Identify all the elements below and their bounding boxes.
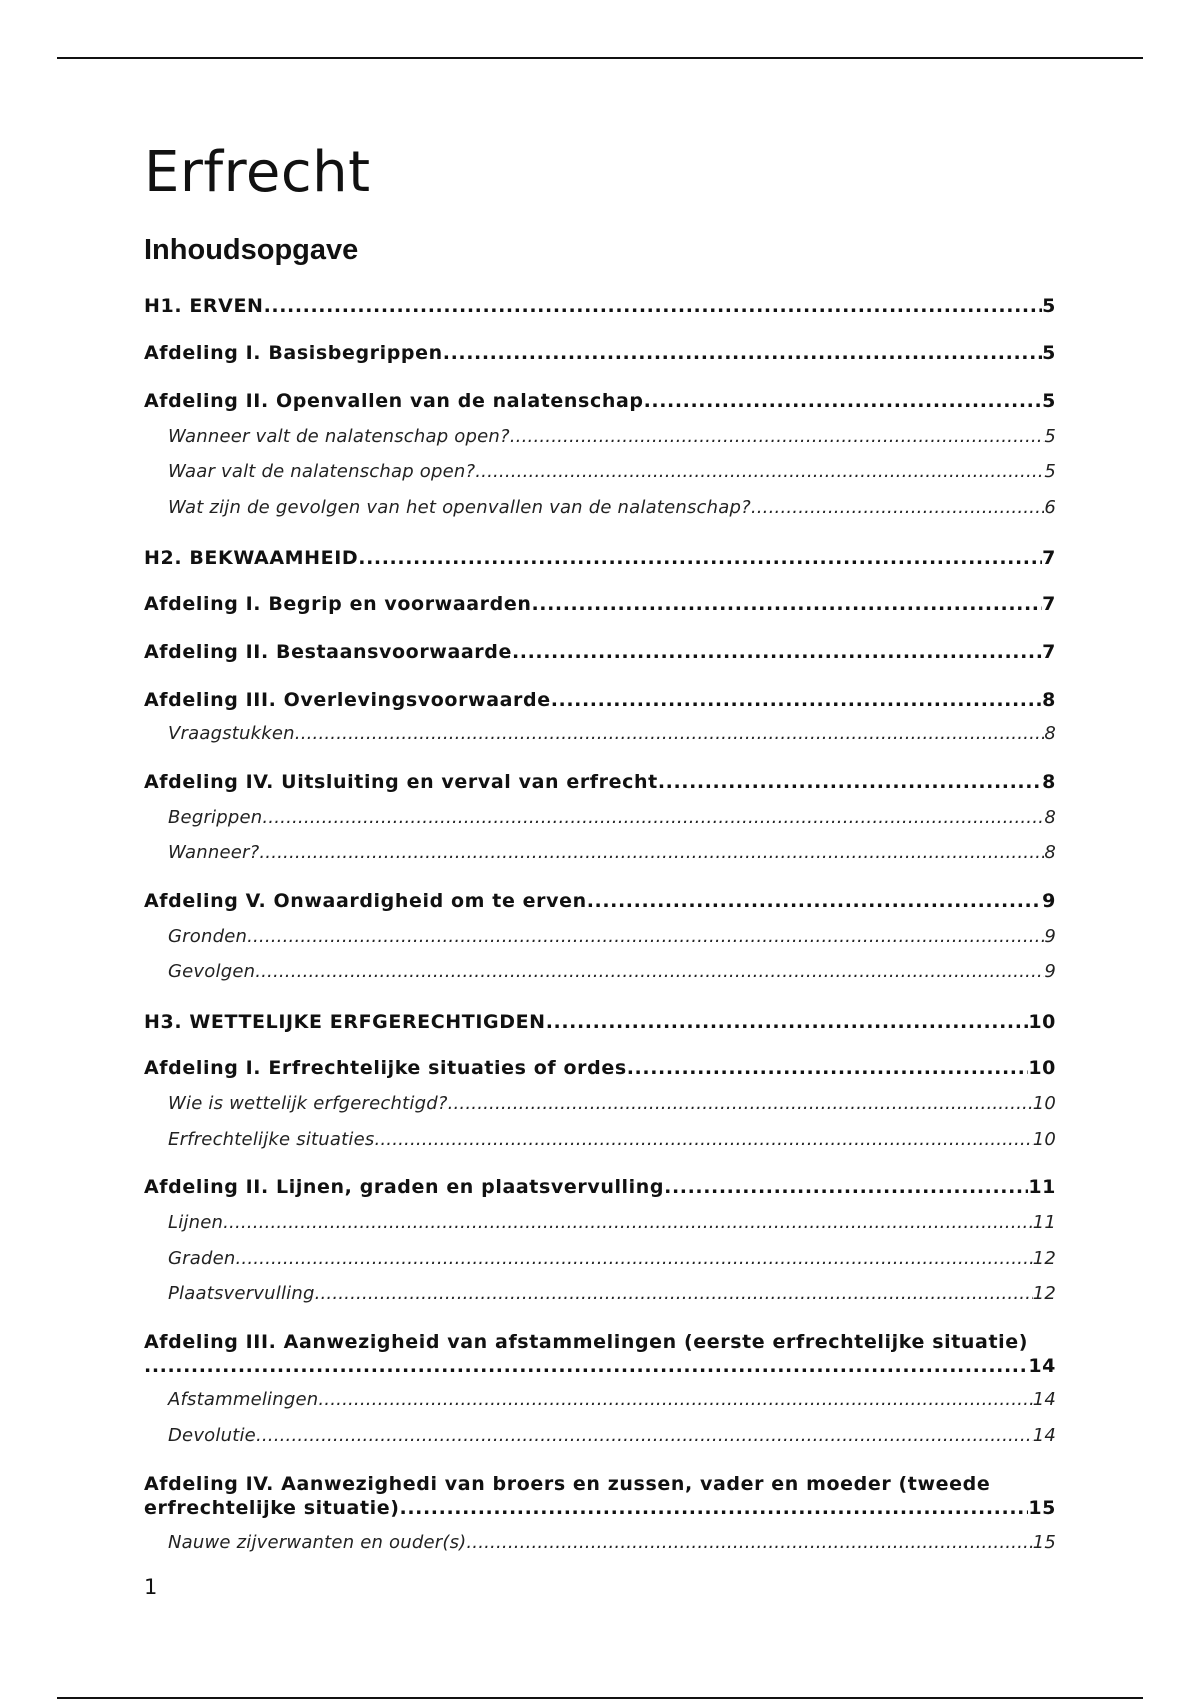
toc-entry-page: 15 [1028, 1497, 1056, 1519]
toc-entry-lijnen-graden[interactable] [144, 1175, 1056, 1199]
toc-leader-dots [236, 1247, 1033, 1271]
toc-entry-page: 5 [1044, 426, 1056, 447]
toc-leader-dots [223, 1211, 1033, 1235]
toc-leader-dots [644, 389, 1043, 413]
toc-leader-dots [295, 722, 1045, 746]
toc-leader-dots [627, 1056, 1029, 1080]
toc-entry-label: Afstammelingen [168, 1389, 319, 1410]
toc-entry-lijnen[interactable] [168, 1211, 1056, 1235]
toc-entry-label: Afdeling II. Lijnen, graden en plaatsvervulling [144, 1176, 665, 1198]
toc-entry-label: Wanneer? [168, 842, 260, 863]
toc-entry-devolutie[interactable] [168, 1424, 1056, 1448]
toc-leader-dots [400, 1496, 1029, 1520]
toc-entry-begrippen[interactable] [168, 806, 1056, 830]
toc-leader-dots [374, 1128, 1032, 1152]
toc-entry-page: 8 [1044, 807, 1056, 828]
toc-entry-page: 5 [1042, 295, 1056, 317]
toc-entry-page: 10 [1028, 1057, 1056, 1079]
toc-entry-label: Afdeling III. Overlevingsvoorwaarde [144, 689, 551, 711]
toc-entry-openvallen[interactable] [144, 389, 1056, 413]
toc-entry-label: Wie is wettelijk erfgerechtigd? [168, 1093, 448, 1114]
toc-leader-dots [551, 688, 1042, 712]
toc-leader-dots [546, 1010, 1029, 1034]
toc-entry-overlevingsvoorwaarde[interactable] [144, 688, 1056, 712]
toc-leader-dots [315, 1282, 1033, 1306]
toc-entry-label-line2-row [144, 1496, 1056, 1520]
toc-entry-label: Gevolgen [168, 961, 256, 982]
toc-entry-gevolgen-openvallen[interactable] [168, 496, 1056, 520]
toc-leader-dots [531, 592, 1042, 616]
toc-leader-dots [751, 496, 1045, 520]
toc-entry-label: Afdeling II. Bestaansvoorwaarde [144, 641, 512, 663]
toc-entry-page: 9 [1044, 961, 1056, 982]
toc-entry-waar-open[interactable] [168, 460, 1056, 484]
toc-leader-dots [247, 925, 1044, 949]
toc-entry-label-line2: erfrechtelijke situatie) [144, 1497, 400, 1519]
toc-entry-page: 14 [1032, 1425, 1056, 1446]
toc-entry-h1-erven[interactable] [144, 294, 1056, 318]
toc-entry-label: Wanneer valt de nalatenschap open? [168, 426, 510, 447]
toc-entry-label: Plaatsvervulling [168, 1283, 315, 1304]
toc-entry-label: Waar valt de nalatenschap open? [168, 461, 476, 482]
toc-entry-h3-wettelijke-erfgerechtigden[interactable] [144, 1010, 1056, 1034]
toc-entry-nauwe-zijverwanten[interactable] [168, 1531, 1056, 1555]
toc-entry-gevolgen[interactable] [168, 960, 1056, 984]
toc-entry-page: 12 [1032, 1283, 1056, 1304]
toc-entry-page: 7 [1042, 547, 1056, 569]
toc-entry-label: Gronden [168, 926, 248, 947]
toc-leader-dots [318, 1388, 1032, 1412]
toc-entry-basisbegrippen[interactable] [144, 341, 1056, 365]
toc-leader-dots [448, 1092, 1033, 1116]
toc-leader-dots [664, 1175, 1028, 1199]
page-number: 1 [144, 1575, 158, 1599]
toc-entry-page: 8 [1044, 723, 1056, 744]
toc-leader-dots [264, 294, 1043, 318]
toc-entry-vraagstukken[interactable] [168, 722, 1056, 746]
toc-entry-label: Vraagstukken [168, 723, 295, 744]
toc-entry-label: Graden [168, 1248, 236, 1269]
toc-leader-dots [358, 546, 1042, 570]
toc-entry-page: 5 [1044, 461, 1056, 482]
toc-entry-label: Afdeling I. Erfrechtelijke situaties of ordes [144, 1057, 627, 1079]
header-rule [57, 57, 1143, 59]
toc-leader-dots [262, 806, 1044, 830]
toc-entry-afstammelingen[interactable] [168, 1388, 1056, 1412]
toc-entry-label: Afdeling V. Onwaardigheid om te erven [144, 890, 587, 912]
toc-entry-page: 11 [1028, 1176, 1056, 1198]
toc-entry-bestaansvoorwaarde[interactable] [144, 640, 1056, 664]
toc-leader-dots [443, 341, 1042, 365]
toc-entry-label-line1: Afdeling IV. Aanwezighedi van broers en zussen, vader en moeder (tweede [144, 1473, 991, 1495]
toc-leader-dots [510, 425, 1045, 449]
toc-entry-erfrechtelijke-situaties-ordes[interactable] [144, 1056, 1056, 1080]
toc-entry-page: 8 [1042, 771, 1056, 793]
document-title: Erfrecht [144, 140, 371, 205]
toc-entry-label: Afdeling III. Aanwezigheid van afstammelingen (eerste erfrechtelijke situatie) [144, 1331, 1029, 1353]
toc-entry-onwaardigheid[interactable] [144, 889, 1056, 913]
toc-entry-page: 7 [1042, 641, 1056, 663]
toc-entry-continuation [144, 1354, 1056, 1378]
toc-entry-label: Afdeling I. Begrip en voorwaarden [144, 593, 532, 615]
toc-entry-graden[interactable] [168, 1247, 1056, 1271]
toc-entry-page: 12 [1032, 1248, 1056, 1269]
toc-entry-plaatsvervulling[interactable] [168, 1282, 1056, 1306]
toc-entry-label: Wat zijn de gevolgen van het openvallen van de nalatenschap? [168, 497, 751, 518]
toc-entry-aanwezigheid-afstammelingen[interactable] [144, 1330, 1056, 1378]
toc-entry-page: 15 [1032, 1532, 1056, 1553]
toc-leader-dots [259, 841, 1044, 865]
toc-entry-label: Devolutie [168, 1425, 256, 1446]
toc-entry-label: Nauwe zijverwanten en ouder(s) [168, 1532, 467, 1553]
toc-entry-erfrechtelijke-situaties[interactable] [168, 1128, 1056, 1152]
toc-leader-dots [256, 1424, 1033, 1448]
toc-entry-h2-bekwaamheid[interactable] [144, 546, 1056, 570]
toc-entry-page: 14 [1028, 1355, 1056, 1377]
toc-leader-dots [587, 889, 1042, 913]
toc-entry-page: 5 [1042, 342, 1056, 364]
toc-entry-page: 10 [1032, 1093, 1056, 1114]
toc-entry-label: Afdeling II. Openvallen van de nalatenschap [144, 390, 644, 412]
footer-rule [57, 1697, 1143, 1699]
toc-leader-dots [144, 1354, 1028, 1378]
toc-leader-dots [658, 770, 1042, 794]
toc-entry-page: 10 [1032, 1129, 1056, 1150]
toc-entry-label: Erfrechtelijke situaties [168, 1129, 375, 1150]
toc-entry-page: 14 [1032, 1389, 1056, 1410]
toc-entry-uitsluiting-verval[interactable] [144, 770, 1056, 794]
toc-entry-label: Afdeling I. Basisbegrippen [144, 342, 443, 364]
toc-entry-label: H2. BEKWAAMHEID [144, 547, 359, 569]
toc-leader-dots [466, 1531, 1032, 1555]
toc-entry-gronden[interactable] [168, 925, 1056, 949]
toc-leader-dots [512, 640, 1042, 664]
toc-entry-page: 6 [1044, 497, 1056, 518]
toc-entry-wie-erfgerechtigd[interactable] [168, 1092, 1056, 1116]
toc-heading: Inhoudsopgave [144, 234, 359, 266]
toc-entry-page: 5 [1042, 390, 1056, 412]
toc-entry-label: Begrippen [168, 807, 263, 828]
toc-entry-label: Afdeling IV. Uitsluiting en verval van erfrecht [144, 771, 658, 793]
toc-entry-begrip-voorwaarden[interactable] [144, 592, 1056, 616]
toc-entry-page: 8 [1044, 842, 1056, 863]
toc-entry-page: 8 [1042, 689, 1056, 711]
toc-leader-dots [255, 960, 1044, 984]
toc-entry-label: H3. WETTELIJKE ERFGERECHTIGDEN [144, 1011, 546, 1033]
toc-entry-page: 11 [1032, 1212, 1056, 1233]
toc-entry-page: 9 [1044, 926, 1056, 947]
toc-entry-broers-zussen-ouders[interactable] [144, 1472, 1056, 1520]
toc-entry-wanneer[interactable] [168, 841, 1056, 865]
toc-entry-label: H1. ERVEN [144, 295, 264, 317]
toc-entry-page: 7 [1042, 593, 1056, 615]
toc-entry-label: Lijnen [168, 1212, 224, 1233]
toc-entry-page: 10 [1028, 1011, 1056, 1033]
toc-entry-page: 9 [1042, 890, 1056, 912]
toc-entry-wanneer-open[interactable] [168, 425, 1056, 449]
toc-leader-dots [475, 460, 1044, 484]
